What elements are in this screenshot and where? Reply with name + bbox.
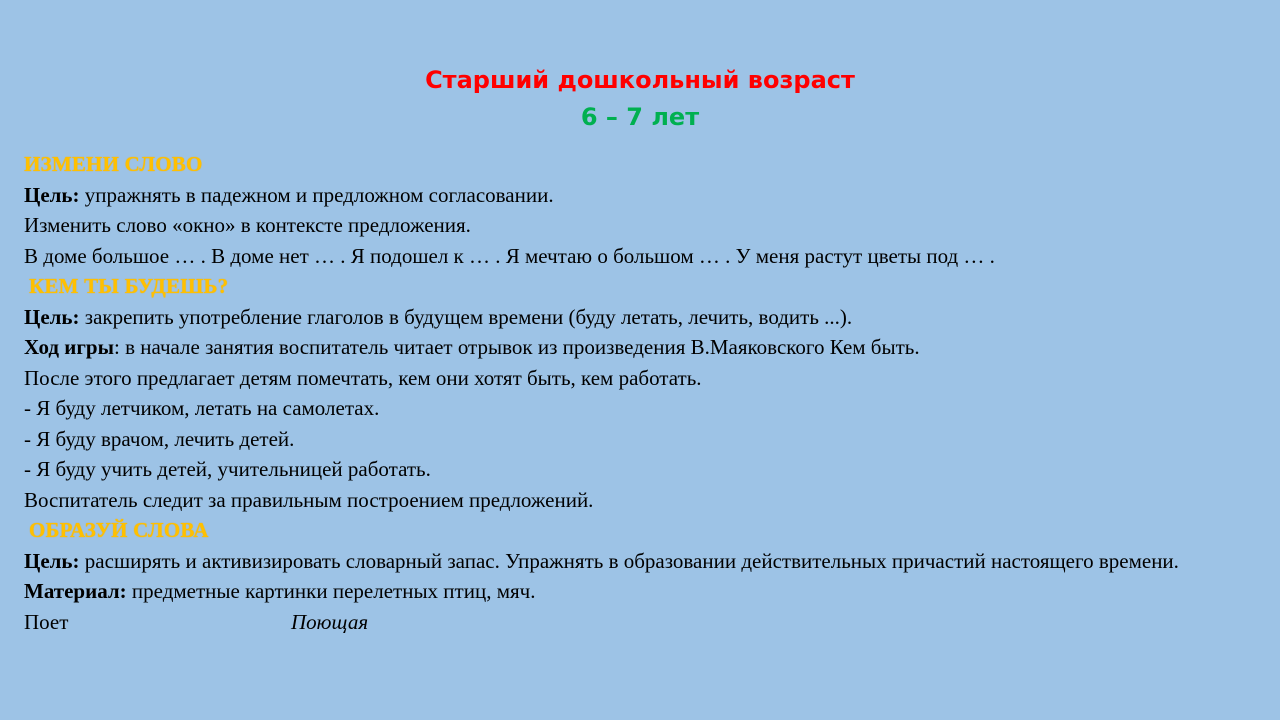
game3-goal-label: Цель: [24, 548, 80, 573]
game2-goal-text: закрепить употребление глаголов в будущем времени (буду летать, лечить, водить ...). [79, 304, 853, 329]
game1-goal-label: Цель: [24, 182, 80, 207]
slide-title: Старший дошкольный возраст [425, 66, 855, 94]
game2-line-after: После этого предлагает детям помечтать, кем они хотят быть, кем работать. [24, 365, 702, 390]
game3-material [24, 576, 1260, 607]
title-block [0, 62, 1280, 136]
game2-example: - Я буду врачом, лечить детей. [24, 426, 295, 451]
game2-closing: Воспитатель следит за правильным построением предложений. [24, 487, 594, 512]
game2-goal [24, 302, 1260, 333]
game1-line2: Изменить слово «окно» в контексте предложения. [24, 213, 471, 237]
game2-process [24, 332, 1260, 363]
game3-material-text: предметные картинки перелетных птиц, мяч. [126, 579, 536, 603]
game3-example-pair [24, 607, 1260, 638]
game1-heading: ИЗМЕНИ СЛОВО [24, 152, 203, 176]
game3-goal [24, 546, 1260, 577]
game1-goal [24, 180, 1260, 211]
game2-goal-label: Цель: [24, 304, 80, 329]
game3-example-result: Поющая [291, 609, 369, 634]
slide-subtitle: 6 – 7 лет [580, 103, 700, 131]
game3-example-word: Поет [24, 609, 69, 634]
game3-material-label: Материал: [24, 579, 127, 603]
game3-heading: ОБРАЗУЙ СЛОВА [29, 518, 209, 542]
game3-goal-text: расширять и активизировать словарный запас. Упражнять в образовании действительных причастий настоящего времени. [79, 548, 1179, 573]
game1-line3: В доме большое … . В доме нет … . Я подошел к … . Я мечтаю о большом … . У меня растут цветы под … . [24, 243, 995, 268]
game2-example: - Я буду летчиком, летать на самолетах. [24, 396, 380, 420]
game2-process-text: : в начале занятия воспитатель читает отрывок из произведения В.Маяковского Кем быть. [114, 335, 920, 359]
slide-body [24, 149, 1260, 637]
game1-goal-text: упражнять в падежном и предложном согласовании. [79, 182, 554, 207]
game2-process-label: Ход игры [24, 335, 114, 359]
game2-example: - Я буду учить детей, учительницей работать. [24, 457, 431, 481]
game2-heading: КЕМ ТЫ БУДЕШЬ? [29, 274, 229, 298]
